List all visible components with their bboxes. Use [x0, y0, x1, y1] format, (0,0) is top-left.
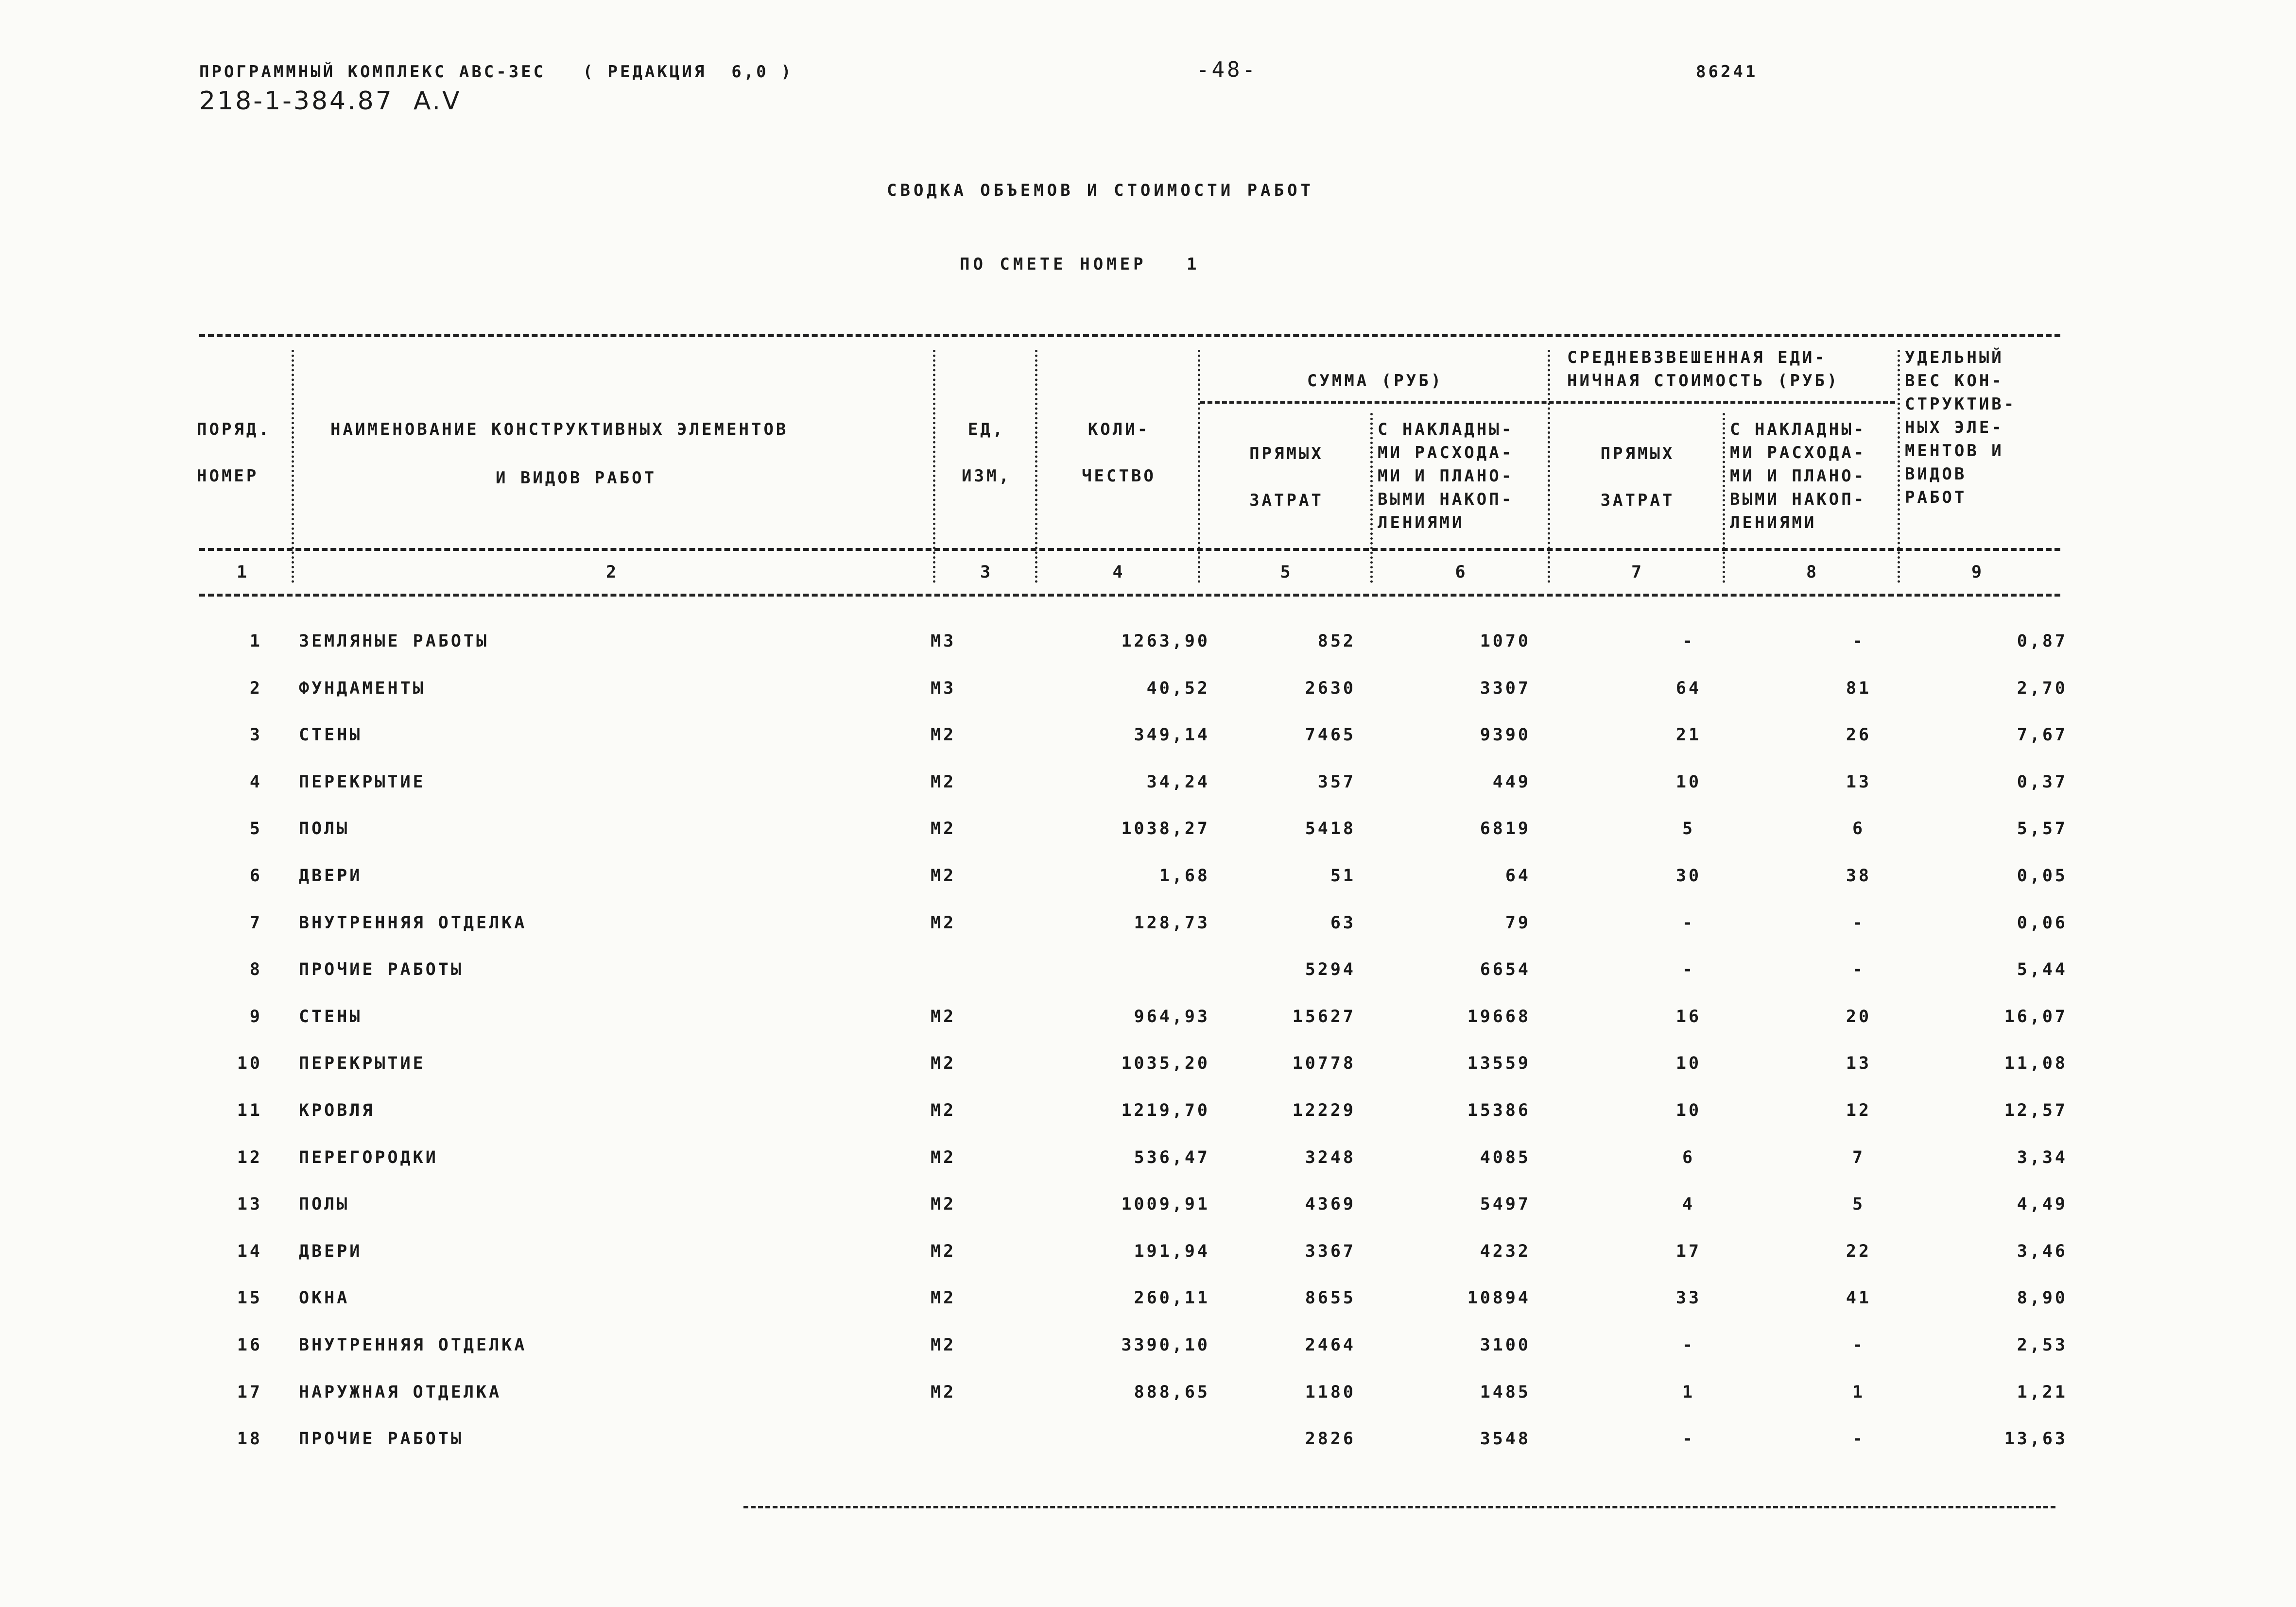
- quantity: 34,24: [1146, 772, 1210, 792]
- header-average-group: СРЕДНЕВЗВЕШЕННАЯ ЕДИ- НИЧНАЯ СТОИМОСТЬ (РУБ): [1567, 348, 1840, 391]
- row-number: 4: [249, 772, 262, 792]
- sum-direct: 2826: [1305, 1429, 1356, 1449]
- unit-of-measure: М2: [931, 819, 956, 838]
- avg-with-overhead: 5: [1852, 1195, 1865, 1214]
- sum-direct: 2464: [1305, 1335, 1356, 1355]
- column-separator: [292, 350, 294, 583]
- work-name: СТЕНЫ: [299, 1007, 363, 1026]
- column-separator: [1723, 413, 1725, 583]
- avg-direct: 6: [1682, 1148, 1695, 1167]
- row-number: 6: [249, 866, 262, 886]
- avg-direct: 21: [1675, 725, 1702, 745]
- row-number: 13: [237, 1195, 262, 1214]
- work-name: ПЕРЕКРЫТИЕ: [299, 1054, 426, 1073]
- quantity: 1263,90: [1121, 632, 1210, 651]
- avg-direct: 4: [1682, 1195, 1695, 1214]
- sum-direct: 10778: [1292, 1054, 1356, 1073]
- row-number: 14: [237, 1242, 262, 1261]
- quantity: 536,47: [1134, 1148, 1210, 1167]
- sum-direct: 7465: [1305, 725, 1356, 745]
- work-name: ВНУТРЕННЯЯ ОТДЕЛКА: [299, 913, 527, 933]
- row-number: 16: [237, 1335, 262, 1355]
- sum-with-overhead: 6819: [1480, 819, 1531, 838]
- avg-direct: 10: [1675, 772, 1702, 792]
- avg-direct: -: [1682, 1429, 1695, 1449]
- weight-percent: 0,37: [2017, 772, 2068, 792]
- unit-of-measure: М2: [931, 1054, 956, 1073]
- sum-with-overhead: 6654: [1480, 960, 1531, 979]
- sum-direct: 3248: [1305, 1148, 1356, 1167]
- work-name: КРОВЛЯ: [299, 1101, 375, 1120]
- column-separator: [1035, 350, 1037, 583]
- table-end-line: [743, 1506, 2055, 1508]
- weight-percent: 7,67: [2017, 725, 2068, 745]
- row-number: 17: [237, 1383, 262, 1402]
- row-number: 5: [249, 819, 262, 838]
- column-number: 9: [1971, 563, 1985, 582]
- work-name: ДВЕРИ: [299, 1242, 363, 1261]
- column-separator: [933, 350, 935, 583]
- weight-percent: 5,44: [2017, 960, 2068, 979]
- column-number: 8: [1806, 563, 1819, 582]
- unit-of-measure: М2: [931, 1383, 956, 1402]
- row-number: 9: [249, 1007, 262, 1026]
- work-name: ОКНА: [299, 1288, 350, 1308]
- avg-direct: -: [1682, 1335, 1695, 1355]
- column-separator: [1198, 350, 1200, 583]
- unit-of-measure: М2: [931, 866, 956, 886]
- unit-of-measure: М2: [931, 772, 956, 792]
- header-average-overhead: С НАКЛАДНЫ- МИ РАСХОДА- МИ И ПЛАНО- ВЫМИ НАКОП- ЛЕНИЯМИ: [1730, 420, 1866, 532]
- sum-direct: 357: [1317, 772, 1356, 792]
- column-number: 5: [1280, 563, 1293, 582]
- sum-direct: 1180: [1305, 1383, 1356, 1402]
- avg-direct: 16: [1675, 1007, 1702, 1026]
- quantity: 1038,27: [1121, 819, 1210, 838]
- quantity: 191,94: [1134, 1242, 1210, 1261]
- handwritten-reference: 218-1-384.87 A.V: [199, 86, 462, 116]
- unit-of-measure: М2: [931, 1148, 956, 1167]
- sum-direct: 3367: [1305, 1242, 1356, 1261]
- sum-direct: 5418: [1305, 819, 1356, 838]
- header-name-line2: И ВИДОВ РАБОТ: [496, 468, 657, 488]
- avg-with-overhead: -: [1852, 632, 1865, 651]
- work-name: ДВЕРИ: [299, 866, 363, 886]
- sum-with-overhead: 9390: [1480, 725, 1531, 745]
- sum-with-overhead: 4085: [1480, 1148, 1531, 1167]
- unit-of-measure: М2: [931, 1195, 956, 1214]
- work-name: ПРОЧИЕ РАБОТЫ: [299, 960, 464, 979]
- weight-percent: 5,57: [2017, 819, 2068, 838]
- unit-of-measure: М2: [931, 1242, 956, 1261]
- sum-with-overhead: 19668: [1467, 1007, 1531, 1026]
- document-title: СВОДКА ОБЪЕМОВ И СТОИМОСТИ РАБОТ: [887, 181, 1314, 200]
- header-sum-group: СУММА (РУБ): [1307, 371, 1444, 391]
- header-sum-direct: ПРЯМЫХ ЗАТРАТ: [1249, 444, 1324, 510]
- sum-with-overhead: 449: [1492, 772, 1531, 792]
- quantity: 1035,20: [1121, 1054, 1210, 1073]
- column-number: 4: [1112, 563, 1125, 582]
- header-bottom-border: [199, 548, 2060, 551]
- weight-percent: 8,90: [2017, 1288, 2068, 1308]
- sum-direct: 12229: [1292, 1101, 1356, 1120]
- avg-with-overhead: -: [1852, 1335, 1865, 1355]
- row-number: 3: [249, 725, 262, 745]
- sum-direct: 8655: [1305, 1288, 1356, 1308]
- avg-with-overhead: 7: [1852, 1148, 1865, 1167]
- weight-percent: 1,21: [2017, 1383, 2068, 1402]
- header-name-line1: НАИМЕНОВАНИЕ КОНСТРУКТИВНЫХ ЭЛЕМЕНТОВ: [330, 420, 789, 439]
- quantity: 128,73: [1134, 913, 1210, 933]
- avg-direct: 33: [1675, 1288, 1702, 1308]
- sum-with-overhead: 13559: [1467, 1054, 1531, 1073]
- row-number: 10: [237, 1054, 262, 1073]
- sum-with-overhead: 10894: [1467, 1288, 1531, 1308]
- sum-direct: 63: [1330, 913, 1356, 933]
- weight-percent: 3,46: [2017, 1242, 2068, 1261]
- work-name: ПРОЧИЕ РАБОТЫ: [299, 1429, 464, 1449]
- avg-with-overhead: -: [1852, 1429, 1865, 1449]
- avg-with-overhead: 20: [1846, 1007, 1872, 1026]
- work-name: ПЕРЕКРЫТИЕ: [299, 772, 426, 792]
- avg-with-overhead: 38: [1846, 866, 1872, 886]
- weight-percent: 11,08: [2004, 1054, 2068, 1073]
- avg-with-overhead: -: [1852, 960, 1865, 979]
- avg-direct: 10: [1675, 1054, 1702, 1073]
- column-number: 1: [236, 563, 250, 582]
- column-numbers-bottom-border: [199, 594, 2060, 597]
- avg-with-overhead: 22: [1846, 1242, 1872, 1261]
- quantity: 964,93: [1134, 1007, 1210, 1026]
- column-separator: [1548, 350, 1550, 583]
- work-name: ЗЕМЛЯНЫЕ РАБОТЫ: [299, 632, 489, 651]
- quantity: 888,65: [1134, 1383, 1210, 1402]
- header-quantity: КОЛИ- ЧЕСТВО: [1082, 420, 1156, 486]
- avg-with-overhead: 12: [1846, 1101, 1872, 1120]
- row-number: 7: [249, 913, 262, 933]
- quantity: 260,11: [1134, 1288, 1210, 1308]
- weight-percent: 13,63: [2004, 1429, 2068, 1449]
- column-number: 2: [605, 563, 619, 582]
- avg-with-overhead: 13: [1846, 1054, 1872, 1073]
- program-header: ПРОГРАММНЫЙ КОМПЛЕКС АВС-3ЕС ( РЕДАКЦИЯ 6,0 ): [199, 62, 794, 82]
- unit-of-measure: М2: [931, 1007, 956, 1026]
- weight-percent: 0,05: [2017, 866, 2068, 886]
- column-number: 3: [980, 563, 993, 582]
- unit-of-measure: М3: [931, 679, 956, 698]
- row-number: 18: [237, 1429, 262, 1449]
- work-name: ПЕРЕГОРОДКИ: [299, 1148, 438, 1167]
- work-name: СТЕНЫ: [299, 725, 363, 745]
- avg-with-overhead: 1: [1852, 1383, 1865, 1402]
- avg-with-overhead: 81: [1846, 679, 1872, 698]
- avg-direct: 30: [1675, 866, 1702, 886]
- avg-direct: 10: [1675, 1101, 1702, 1120]
- row-number: 2: [249, 679, 262, 698]
- document-number: 86241: [1696, 62, 1758, 82]
- sum-direct: 5294: [1305, 960, 1356, 979]
- work-name: ФУНДАМЕНТЫ: [299, 679, 426, 698]
- unit-of-measure: М2: [931, 1288, 956, 1308]
- unit-of-measure: М3: [931, 632, 956, 651]
- row-number: 8: [249, 960, 262, 979]
- sum-with-overhead: 64: [1505, 866, 1531, 886]
- work-name: НАРУЖНАЯ ОТДЕЛКА: [299, 1383, 502, 1402]
- sum-with-overhead: 1485: [1480, 1383, 1531, 1402]
- quantity: 1,68: [1159, 866, 1210, 886]
- sum-with-overhead: 15386: [1467, 1101, 1531, 1120]
- sum-direct: 2630: [1305, 679, 1356, 698]
- column-separator: [1898, 350, 1900, 583]
- quantity: 1009,91: [1121, 1195, 1210, 1214]
- avg-direct: 5: [1682, 819, 1695, 838]
- sum-direct: 4369: [1305, 1195, 1356, 1214]
- row-number: 15: [237, 1288, 262, 1308]
- avg-with-overhead: 13: [1846, 772, 1872, 792]
- header-weight: УДЕЛЬНЫЙ ВЕС КОН- СТРУКТИВ- НЫХ ЭЛЕ- МЕНТОВ И ВИДОВ РАБОТ: [1905, 348, 2017, 507]
- unit-of-measure: М2: [931, 913, 956, 933]
- quantity: 1219,70: [1121, 1101, 1210, 1120]
- sum-with-overhead: 4232: [1480, 1242, 1531, 1261]
- column-number: 6: [1455, 563, 1468, 582]
- weight-percent: 2,70: [2017, 679, 2068, 698]
- avg-with-overhead: 6: [1852, 819, 1865, 838]
- weight-percent: 16,07: [2004, 1007, 2068, 1026]
- sum-direct: 852: [1317, 632, 1356, 651]
- quantity: 349,14: [1134, 725, 1210, 745]
- row-number: 12: [237, 1148, 262, 1167]
- sum-direct: 51: [1330, 866, 1356, 886]
- quantity: 40,52: [1146, 679, 1210, 698]
- header-row-number: ПОРЯД. НОМЕР: [197, 420, 271, 486]
- avg-direct: -: [1682, 960, 1695, 979]
- work-name: ПОЛЫ: [299, 819, 350, 838]
- avg-direct: 64: [1675, 679, 1702, 698]
- avg-with-overhead: -: [1852, 913, 1865, 933]
- unit-of-measure: М2: [931, 725, 956, 745]
- avg-with-overhead: 26: [1846, 725, 1872, 745]
- avg-direct: 17: [1675, 1242, 1702, 1261]
- avg-direct: -: [1682, 632, 1695, 651]
- sum-with-overhead: 5497: [1480, 1195, 1531, 1214]
- avg-with-overhead: 41: [1846, 1288, 1872, 1308]
- table-top-border: [199, 334, 2060, 337]
- weight-percent: 12,57: [2004, 1101, 2068, 1120]
- page-number: -48-: [1196, 57, 1258, 82]
- weight-percent: 0,87: [2017, 632, 2068, 651]
- column-number: 7: [1631, 563, 1644, 582]
- weight-percent: 2,53: [2017, 1335, 2068, 1355]
- unit-of-measure: М2: [931, 1335, 956, 1355]
- work-name: ВНУТРЕННЯЯ ОТДЕЛКА: [299, 1335, 527, 1355]
- weight-percent: 3,34: [2017, 1148, 2068, 1167]
- sum-with-overhead: 1070: [1480, 632, 1531, 651]
- row-number: 11: [237, 1101, 262, 1120]
- column-separator: [1370, 413, 1373, 583]
- header-unit: ЕД, ИЗМ,: [962, 420, 1011, 486]
- quantity: 3390,10: [1121, 1335, 1210, 1355]
- sum-direct: 15627: [1292, 1007, 1356, 1026]
- row-number: 1: [249, 632, 262, 651]
- weight-percent: 4,49: [2017, 1195, 2068, 1214]
- header-sum-overhead: С НАКЛАДНЫ- МИ РАСХОДА- МИ И ПЛАНО- ВЫМИ НАКОП- ЛЕНИЯМИ: [1378, 420, 1514, 532]
- weight-percent: 0,06: [2017, 913, 2068, 933]
- sum-with-overhead: 79: [1505, 913, 1531, 933]
- sum-with-overhead: 3307: [1480, 679, 1531, 698]
- avg-direct: 1: [1682, 1383, 1695, 1402]
- avg-direct: -: [1682, 913, 1695, 933]
- work-name: ПОЛЫ: [299, 1195, 350, 1214]
- sum-with-overhead: 3100: [1480, 1335, 1531, 1355]
- header-average-direct: ПРЯМЫХ ЗАТРАТ: [1600, 444, 1675, 510]
- estimate-subtitle: ПО СМЕТЕ НОМЕР 1: [960, 255, 1200, 274]
- unit-of-measure: М2: [931, 1101, 956, 1120]
- sum-with-overhead: 3548: [1480, 1429, 1531, 1449]
